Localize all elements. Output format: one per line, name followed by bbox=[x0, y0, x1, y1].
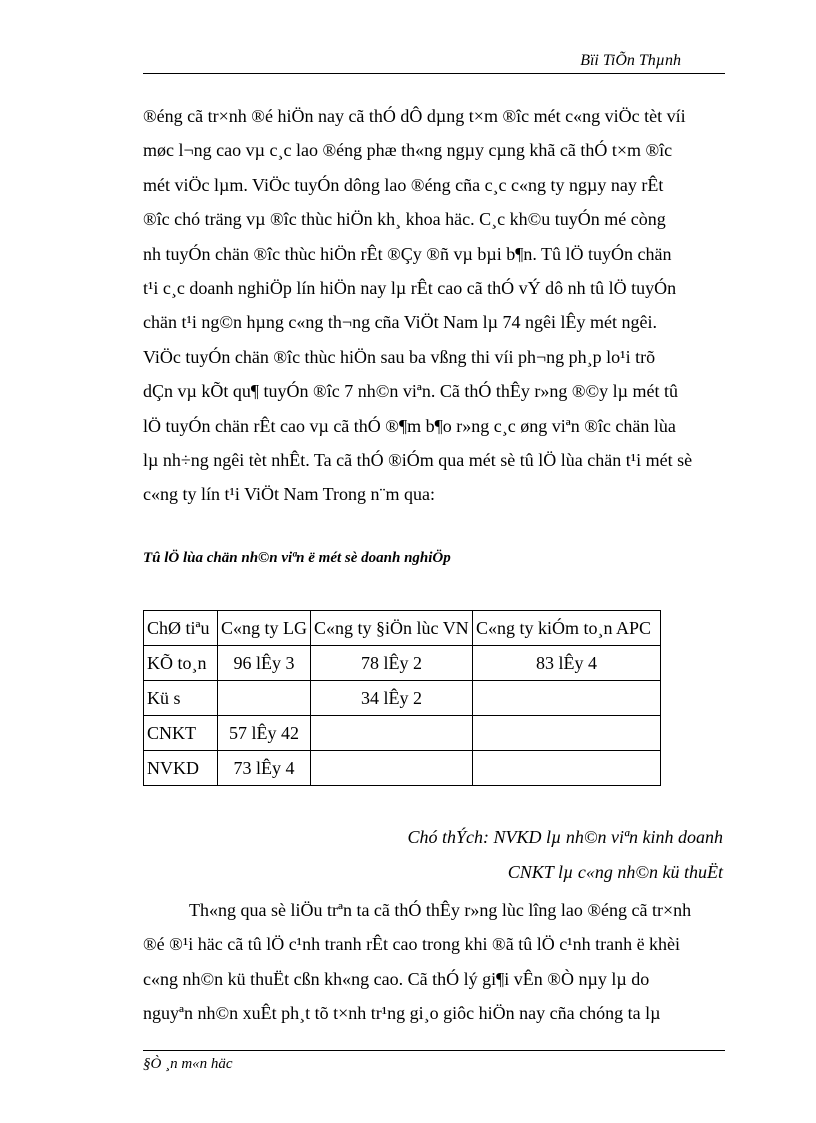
footer-text: §Ò ¸n m«n häc bbox=[143, 1056, 233, 1072]
table-header-row bbox=[144, 611, 661, 646]
table-row bbox=[144, 751, 661, 786]
table-cell: 83 lÊy 4 bbox=[473, 646, 661, 681]
table-cell: 57 lÊy 42 bbox=[218, 716, 311, 751]
table-cell bbox=[473, 751, 661, 786]
paragraph-line: c«ng nh©n kü thuËt cßn kh«ng cao. Cã thÓ lý gi¶i vÊn ®Ò nµy lµ do bbox=[143, 968, 650, 989]
paragraph-line: nguyªn nh©n xuÊt ph¸t tõ t×nh tr¹ng gi¸o giôc hiÖn nay cña chóng ta lµ bbox=[143, 1003, 661, 1024]
paragraph-line: t¹i c¸c doanh nghiÖp lín hiÖn nay lµ rÊt cao cã thÓ vÝ dô nh tû lÖ tuyÓn bbox=[143, 278, 677, 299]
paragraph-line: Th«ng qua sè liÖu trªn ta cã thÓ thÊy r»ng lùc lîng lao ®éng cã tr×nh bbox=[189, 900, 692, 920]
table-header-cell: C«ng ty LG bbox=[218, 611, 311, 646]
paragraph-line: dÇn vµ kÕt qu¶ tuyÓn ®îc 7 nh©n viªn. Cã thÓ thÊy r»ng ®©y lµ mét tû bbox=[143, 381, 679, 402]
paragraph-2 bbox=[143, 893, 725, 1031]
table-row bbox=[144, 681, 661, 716]
paragraph-line: mét viÖc lµm. ViÖc tuyÓn dông lao ®éng cña c¸c c«ng ty ngµy nay rÊt bbox=[143, 174, 664, 195]
table-cell: 34 lÊy 2 bbox=[311, 681, 473, 716]
note-nvkd: Chó thÝch: NVKD lµ nh©n viªn kinh doanh bbox=[407, 827, 723, 847]
table-caption: Tû lÖ lùa chän nh©n viªn ë mét sè doanh nghiÖp bbox=[143, 550, 451, 566]
paragraph-line: ®éng cã tr×nh ®é hiÖn nay cã thÓ dÔ dµng t×m ®îc mét c«ng viÖc tèt víi bbox=[143, 106, 686, 126]
table-cell bbox=[311, 751, 473, 786]
table-cell: Kü s bbox=[144, 681, 218, 716]
table-row bbox=[144, 716, 661, 751]
paragraph-line: lµ nh÷ng ngêi tèt nhÊt. Ta cã thÓ ®iÓm qua mét sè tû lÖ lùa chän t¹i mét sè bbox=[143, 450, 693, 471]
table-cell: 96 lÊy 3 bbox=[218, 646, 311, 681]
table-cell bbox=[473, 716, 661, 751]
paragraph-line: c«ng ty lín t¹i ViÖt Nam Trong n¨m qua: bbox=[143, 484, 435, 505]
table-cell bbox=[311, 716, 473, 751]
table-cell: CNKT bbox=[144, 716, 218, 751]
paragraph-line: ViÖc tuyÓn chän ®îc thùc hiÖn sau ba vßng thi víi ph¬ng ph¸p lo¹i trõ bbox=[143, 346, 656, 367]
paragraph-line: chän t¹i ng©n hµng c«ng th¬ng cña ViÖt Nam lµ 74 ngêi lÊy mét ngêi. bbox=[143, 312, 657, 333]
paragraph-line: ®é ®¹i häc cã tû lÖ c¹nh tranh rÊt cao trong khi ®ã tû lÖ c¹nh tranh ë khèi bbox=[143, 934, 681, 955]
table-header-cell: ChØ tiªu bbox=[144, 611, 218, 646]
table-row bbox=[144, 646, 661, 681]
table-cell bbox=[218, 681, 311, 716]
table-cell: 78 lÊy 2 bbox=[311, 646, 473, 681]
paragraph-1 bbox=[143, 99, 725, 512]
header-rule bbox=[143, 73, 725, 74]
table-cell: NVKD bbox=[144, 751, 218, 786]
paragraph-line: nh tuyÓn chän ®îc thùc hiÖn rÊt ®Çy ®ñ vµ bµi b¶n. Tû lÖ tuyÓn chän bbox=[143, 243, 672, 264]
paragraph-line: ®îc chó träng vµ ®îc thùc hiÖn kh¸ khoa häc. C¸c kh©u tuyÓn mé còng bbox=[143, 209, 666, 230]
table-header-cell: C«ng ty kiÓm to¸n APC bbox=[473, 611, 661, 646]
table-cell: 73 lÊy 4 bbox=[218, 751, 311, 786]
paragraph-line: møc l¬ng cao vµ c¸c lao ®éng phæ th«ng ngµy cµng khã cã thÓ t×m ®îc bbox=[143, 140, 673, 161]
note-cnkt: CNKT lµ c«ng nh©n kü thuËt bbox=[507, 862, 723, 882]
table-header-cell: C«ng ty §iÖn lùc VN bbox=[311, 611, 473, 646]
table-cell: KÕ to¸n bbox=[144, 646, 218, 681]
table-cell bbox=[473, 681, 661, 716]
paragraph-line: lÖ tuyÓn chän rÊt cao vµ cã thÓ ®¶m b¶o r»ng c¸c øng viªn ®îc chän lùa bbox=[143, 415, 676, 436]
header-author: Bïi TiÕn Thµnh bbox=[580, 52, 681, 69]
footer-rule bbox=[143, 1050, 725, 1051]
selection-rate-table bbox=[143, 610, 661, 786]
